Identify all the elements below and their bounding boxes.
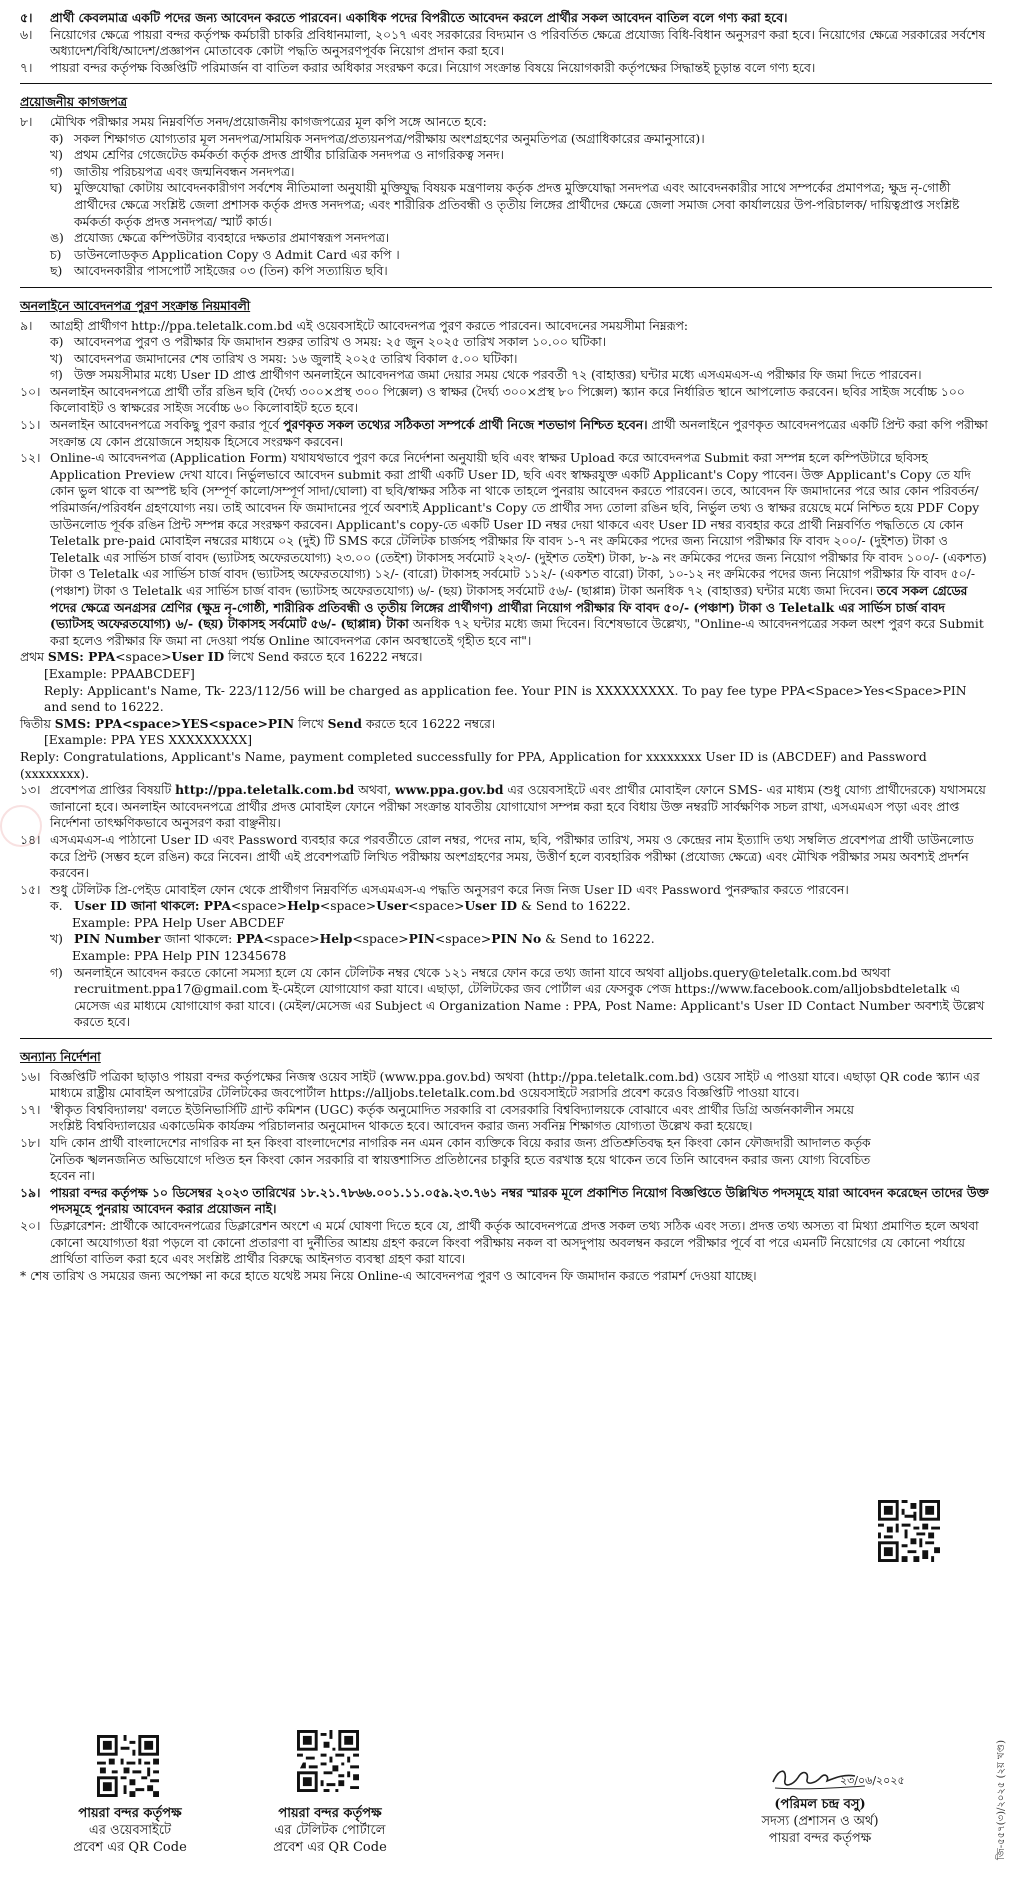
online-heading: অনলাইনে আবেদনপত্র পুরণ সংক্রান্ত নিয়মাবলী <box>20 297 251 313</box>
teletalk-portal-qr-code <box>297 1730 359 1796</box>
divider <box>20 1038 992 1039</box>
point-15: ১৫। শুধু টেলিটক প্রি-পেইড মোবাইল ফোন থেকে প্রার্থীগণ নিম্নবর্ণিত এসএমএস-এ পদ্ধতি অনুসরণ করে নিজ নিজ User ID এবং Password পুনরুদ্ধার করতে পারবেন। <box>20 882 849 897</box>
sms-reply-2: Reply: Congratulations, Applicant's Name, payment completed successfully for PPA, Application for xxxxxxxx User ID is (ABCDEF) and Password (xxxxxxxx). <box>20 749 927 781</box>
point-6: ৬। নিয়োগের ক্ষেত্রে পায়রা বন্দর কর্তৃপক্ষ কর্মচারী চাকরি প্রবিধানমালা, ২০১৭ এবং সরকারের বিদ্যমান ও পরিবর্তিত ক্ষেত্রে প্রযোজ্য বিধি-বিধান অনুসরণ করা হবে। নিয়োগের ক্ষেত্রে সরকারের সর্বশেষ অধ্যাদেশ/বিধি/আদেশ/প্রজ্ঞাপন মোতাবেক কোটা পদ্ধতি অনুসরণপূর্বক নিয়োগ প্রদান করা হবে। <box>20 27 986 59</box>
document-item: ক) সকল শিক্ষাগত যোগ্যতার মূল সনদপত্র/সাময়িক সনদপত্র/প্রত্যয়নপত্র/পরীক্ষায় অংশগ্রহণের অনুমতিপত্র (অগ্রাধিকারের ক্রমানুসারে)। <box>50 131 705 146</box>
point-10: ১০। অনলাইন আবেদনপত্রে প্রার্থী তাঁর রঙিন ছবি (দৈর্ঘ্য ৩০০×প্রস্থ ৩০০ পিক্সেল) ও স্বাক্ষর (দৈর্ঘ্য ৩০০×প্রস্থ ৮০ পিক্সেল) স্ক্যান করে নির্ধারিত স্থানে আপলোড করবেন। ছবির সাইজ সর্বোচ্চ ১০০ কিলোবাইট ও স্বাক্ষরের সাইজ সর্বোচ্চ ৬০ কিলোবাইট হতে হবে। <box>20 384 965 416</box>
point-19: ১৯। পায়রা বন্দর কর্তৃপক্ষ ১০ ডিসেম্বর ২০২৩ তারিখের ১৮.২১.৭৮৬৬.০০১.১১.০৫৯.২৩.৭৬১ নম্বর স্মারক মূলে প্রকাশিত নিয়োগ বিজ্ঞপ্তিতে উল্লিখিত পদসমূহে যারা আবেদন করেছেন তাদের উক্ত পদসমূহে পুনরায় আবেদন করার প্রয়োজন নাই। <box>20 1184 989 1217</box>
recovery-pin: খ) PIN Number জানা থাকলে: PPA<space>Help<space>PIN<space>PIN No & Send to 16222. <box>50 931 655 947</box>
point-9: ৯। আগ্রহী প্রার্থীগণ http://ppa.teletalk.com.bd এই ওয়েবসাইটে আবেদনপত্র পুরণ করতে পারবেন। আবেদনের সময়সীমা নিম্নরূপ: <box>20 318 689 333</box>
signatory-organization: পায়রা বন্দর কর্তৃপক্ষ <box>768 1831 872 1846</box>
point-5: ৫। প্রার্থী কেবলমাত্র একটি পদের জন্য আবেদন করতে পারবেন। একাধিক পদের বিপরীতে আবেদন করলে প্রার্থীর সকল আবেদন বাতিল বলে গণ্য করা হবে। <box>20 10 788 25</box>
point-8: ৮। মৌখিক পরীক্ষার সময় নিম্নবর্ণিত সনদ/প্রয়োজনীয় কাগজপত্রের মূল কপি সঙ্গে আনতে হবে: <box>20 114 487 129</box>
document-item: ঘ) মুক্তিযোদ্ধা কোটায় আবেদনকারীগণ সর্বশেষ নীতিমালা অনুযায়ী মুক্তিযুদ্ধ বিষয়ক মন্ত্রণালয় কর্তৃক প্রদত্ত মুক্তিযোদ্ধা সনদপত্র এবং আবেদনকারীর সাথে সম্পর্কের প্রমাণপত্র; ক্ষুদ্র নৃ-গোষ্ঠী প্রার্থীদের ক্ষেত্রে সংশ্লিষ্ট জেলা প্রশাসক কর্তৃক প্রদত্ত সনদপত্র; এবং শারীরিক প্রতিবন্ধী ও তৃতীয় লিঙ্গের প্রার্থীদের ক্ষেত্রে জেলা সমাজ সেবা কার্যালয়ের উপ-পরিচালক/ দায়িত্বপ্রাপ্ত সংশ্লিষ্ট কর্মকর্তা কর্তৃক প্রদত্ত সনদপত্র/ স্মার্ট কার্ড। <box>50 181 960 229</box>
help-contact: গ) অনলাইনে আবেদন করতে কোনো সমস্যা হলে যে কোন টেলিটক নম্বর থেকে ১২১ নম্বরে ফোন করে তথ্য জানা যাবে অথবা alljobs.query@teletalk.com.bd অথবা recruitment.ppa17@gmail.com ই-মেইলে যোগাযোগ করা যাবে। এছাড়া, টেলিটকের জব পোর্টাল এর ফেসবুক পেজ https://www.facebook.com/alljobsbdteletalk এ মেসেজ এর মাধ্যমে যোগাযোগ করা যাবে। (মেইল/মেসেজ এর Subject এ Organization Name : PPA, Post Name: Applicant's User ID Contact Number অবশ্যই উল্লেখ করতে হবে। <box>50 965 985 1030</box>
point-13: ১৩। প্রবেশপত্র প্রাপ্তির বিষয়টি http://ppa.teletalk.com.bd অথবা, www.ppa.gov.bd এর ওয়েবসাইটে এবং প্রার্থীর মোবাইল ফোনে SMS- এর মাধ্যম (শুধু যোগ্য প্রার্থীদেরকে) যথাসময়ে জানানো হবে। অনলাইন আবেদনপত্রে প্রার্থীর প্রদত্ত মোবাইল ফোনে পরীক্ষা সংক্রান্ত যাবতীয় যোগাযোগ সম্পন্ন করা হবে বিধায় উক্ত নম্বরটি সার্বক্ষণিক সচল রাখা, এসএমএস পড়া এবং প্রাপ্ত নির্দেশনা তাৎক্ষণিকভাবে অনুসরণ করা বাঞ্ছনীয়। <box>20 782 986 831</box>
advisory-note: * শেষ তারিখ ও সময়ের জন্য অপেক্ষা না করে হাতে যথেষ্ট সময় নিয়ে Online-এ আবেদনপত্র পুরণ ও আবেদন ফি জমাদান করতে পরামর্শ দেওয়া যাচ্ছে। <box>20 1268 757 1283</box>
point-12: ১২। Online-এ আবেদনপত্র (Application Form) যথাযথভাবে পুরণ করে নির্দেশনা অনুযায়ী ছবি এবং স্বাক্ষর Upload করে আবেদনপত্র Submit করা সম্পন্ন হলে কম্পিউটারে ছবিসহ Application Preview দেখা যাবে। নির্ভুলভাবে আবেদন submit করা প্রার্থী একটি User ID, ছবি এবং স্বাক্ষরযুক্ত একটি Applicant's Copy পাবেন। উক্ত Applicant's Copy তে যদি কোন ভুল থাকে বা অস্পষ্ট ছবি (সম্পূর্ণ কালো/সম্পূর্ণ সাদা/ঘোলা) বা ছবি/স্বাক্ষর সঠিক না থাকে তাহলে পুনরায় আবেদন করতে পারবেন। তবে, আবেদন ফি জমাদানের পরে আর কোন পরিবর্তন/পরিমার্জন/পরিবর্ধন গ্রহণযোগ্য নয়। তাই আবেদন ফি জমাদানের পূর্বে অবশ্যই Applicant's Copy তে প্রার্থীর সদ্য তোলা রঙিন ছবি, নির্ভুল তথ্য ও স্বাক্ষর রয়েছে মর্মে নিশ্চিত হয়ে PDF Copy ডাউনলোড পূর্বক রঙিন প্রিন্ট সম্পন্ন করে সংরক্ষণ করবেন। Applicant's copy-তে একটি User ID নম্বর দেয়া থাকবে এবং User ID নম্বর ব্যবহার করে প্রার্থী নিম্নবর্ণিত পদ্ধতিতে যে কোন Teletalk pre-paid মোবাইল নম্বরের মাধ্যমে ০২ (দুই) টি SMS করে টেলিটক চার্জসহ পরীক্ষার ফি বাবদ ১-৭ নং ক্রমিকের পদের জন্য নিয়োগ পরীক্ষার ফি বাবদ ২০০/- (দুইশত) টাকা ও Teletalk এর সার্ভিস চার্জ বাবদ (ভ্যাটসহ অফেরতযোগ্য) ২৩.০০ (তেইশ) টাকাসহ সর্বমোট ২২৩/- (দুইশত তেইশ) টাকা, ৮-৯ নং ক্রমিকের পদের জন্য নিয়োগ পরীক্ষার ফি বাবদ ১০০/- (একশত) টাকা ও Teletalk এর সার্ভিস চার্জ বাবদ (ভ্যাটসহ অফেরতযোগ্য) ১২/- (বারো) টাকাসহ সর্বমোট ১১২/- (একশত বারো) টাকা, ১০-১২ নং ক্রমিকের পদের জন্য নিয়োগ পরীক্ষার ফি বাবদ ৫০/- (পঞ্চাশ) টাকা ও Teletalk এর সার্ভিস চার্জ বাবদ (ভ্যাটসহ অফেরতযোগ্য) ৬/- (ছয়) টাকাসহ সর্বমোট ৫৬/- (ছাপ্পান্ন) টাকা অনধিক ৭২ (বাহাত্তর) ঘন্টার মধ্যে জমা দিবেন। তবে সকল গ্রেডের পদের ক্ষেত্রে অনগ্রসর শ্রেণির (ক্ষুদ্র নৃ-গোষ্ঠী, শারীরিক প্রতিবন্ধী ও তৃতীয় লিঙ্গের প্রার্থীগণ) প্রার্থীরা নিয়োগ পরীক্ষার ফি বাবদ ৫০/- (পঞ্চাশ) টাকা ও Teletalk এর সার্ভিস চার্জ বাবদ (ভ্যাটসহ অফেরতযোগ্য) ৬/- (ছয়) টাকাসহ সর্বমোট ৫৬/- (ছাপ্পান্ন) টাকা অনধিক ৭২ ঘন্টার মধ্যে জমা দিবেন। বিশেষভাবে উল্লেখ্য, "Online-এ আবেদনপত্রের সকল অংশ পুরণ করে Submit করা হলেও পরীক্ষার ফি জমা না দেওয়া পর্যন্ত Online আবেদনপত্র কোন অবস্থাতেই গৃহীত হবে না"। <box>20 451 987 648</box>
recovery-example-2: Example: PPA Help PIN 12345678 <box>72 949 287 964</box>
recovery-user-id: ক. User ID জানা থাকলে: PPA<space>Help<space>User<space>User ID & Send to 16222. <box>50 898 631 914</box>
point-7: ৭। পায়রা বন্দর কর্তৃপক্ষ বিজ্ঞপ্তিটি পরিমার্জন বা বাতিল করার অধিকার সংরক্ষণ করে। নিয়োগ সংক্রান্ত বিষয়ে নিয়োগকারী কর্তৃপক্ষের সিদ্ধান্তই চূড়ান্ত বলে গণ্য হবে। <box>20 60 816 75</box>
schedule-item: ক) আবেদনপত্র পুরণ ও পরীক্ষার ফি জমাদান শুরুর তারিখ ও সময়: ২৫ জুন ২০২৫ তারিখ সকাল ১০.০০ ঘটিকা। <box>50 335 607 350</box>
document-item: ছ) আবেদনকারীর পাসপোর্ট সাইজের ০৩ (তিন) কপি সত্যায়িত ছবি। <box>50 264 388 279</box>
point-20: ২০। ডিক্লারেশন: প্রার্থীকে আবেদনপত্রের ডিক্লারেশন অংশে এ মর্মে ঘোষণা দিতে হবে যে, প্রার্থী কর্তৃক আবেদনপত্রে প্রদত্ত সকল তথ্য সঠিক এবং সত্য। প্রদত্ত তথ্য অসত্য বা মিথ্যা প্রমাণিত হলে অথবা কোনো অযোগ্যতা ধরা পড়লে বা কোনো প্রতারণা বা দুর্নীতির আশ্রয় গ্রহণ করলে কিংবা পরীক্ষায় নকল বা অসদুপায় অবলম্বন করলে পরীক্ষার পূর্বে বা পরে এমনটি নিয়োগের যে কোনো পর্যায়ে প্রার্থিতা বাতিল করা হবে এবং সংশ্লিষ্ট প্রার্থীর বিরুদ্ধে আইনগত ব্যবস্থা গ্রহণ করা যাবে। <box>20 1218 979 1267</box>
point-16: ১৬। বিজ্ঞপ্তিটি পত্রিকা ছাড়াও পায়রা বন্দর কর্তৃপক্ষের নিজস্ব ওয়েব সাইট (www.ppa.gov.bd) অথবা (http://ppa.teletalk.com.bd) ওয়েব সাইট এ পাওয়া যাবে। এছাড়া QR code স্ক্যান এর মাধ্যমে রাষ্ট্রীয় মোবাইল অপারেটর টেলিটকের জবপোর্টাল https://alljobs.teletalk.com.bd ওয়েবসাইটে সরাসরি প্রবেশ করেও বিজ্ঞপ্তিটি পাওয়া যাবে। <box>20 1069 980 1101</box>
sms-reply-1: Reply: Applicant's Name, Tk- 223/112/56 will be charged as application fee. Your PIN is XXXXXXXXX. To pay fee type PPA<Space>Yes<Space>PIN and send to 16222. <box>44 683 967 715</box>
second-sms-line: দ্বিতীয় SMS: PPA<space>YES<space>PIN লিখে Send করতে হবে 16222 নম্বরে। <box>20 715 496 731</box>
schedule-item: গ) উক্ত সময়সীমার মধ্যে User ID প্রাপ্ত প্রার্থীগণ অনলাইনে আবেদনপত্র জমা দেয়ার সময় থেকে পরবর্তী ৭২ (বাহাত্তর) ঘন্টার মধ্যে এসএমএস-এ পরীক্ষার ফি জমা দিতে পারবেন। <box>50 368 922 383</box>
qr-code-graphic <box>97 1735 159 1797</box>
sms-example-1: [Example: PPAABCDEF] <box>44 666 195 681</box>
signatory-designation: সদস্য (প্রশাসন ও অর্থ) <box>761 1814 879 1829</box>
divider <box>20 83 992 84</box>
first-sms-line: প্রথম SMS: PPA<space>User ID লিখে Send করতে হবে 16222 নম্বরে। <box>20 649 423 665</box>
divider <box>20 287 992 288</box>
signatory-name: (পরিমল চন্দ্র বসু) <box>774 1797 866 1812</box>
sms-example-2: [Example: PPA YES XXXXXXXXX] <box>44 733 253 748</box>
documents-heading: প্রয়োজনীয় কাগজপত্র <box>20 94 127 110</box>
ppa-website-qr-code <box>97 1735 159 1801</box>
side-reference: জি-৫৫৭(৩)/২০২৫ (২য় খণ্ড) <box>996 1740 1007 1860</box>
qr-code-graphic <box>878 1500 940 1562</box>
document-item: ঙ) প্রযোজ্য ক্ষেত্রে কম্পিউটার ব্যবহারে দক্ষতার প্রমাণস্বরূপ সনদপত্র। <box>50 231 390 246</box>
other-heading: অন্যান্য নির্দেশনা <box>20 1049 101 1065</box>
document-item: খ) প্রথম শ্রেণির গেজেটেড কর্মকর্তা কর্তৃক প্রদত্ত প্রার্থীর চারিত্রিক সনদপত্র ও নাগরিকত্ব সনদ। <box>50 148 504 163</box>
circular-content <box>20 10 992 1284</box>
document-item: গ) জাতীয় পরিচয়পত্র এবং জন্মনিবন্ধন সনদপত্র। <box>50 164 295 179</box>
point-11: ১১। অনলাইন আবেদনপত্রে সবকিছু পুরণ করার পূর্বে পুরণকৃত সকল তথ্যের সঠিকতা সম্পর্কে প্রার্থী নিজে শতভাগ নিশ্চিত হবেন। প্রার্থী অনলাইনে পুরণকৃত আবেদনপত্রের একটি প্রিন্ট করা কপি পরীক্ষা সংক্রান্ত যে কোন প্রয়োজনে সহায়ক হিসেবে সংরক্ষণ করবেন। <box>20 417 988 449</box>
point-18: ১৮। যদি কোন প্রার্থী বাংলাদেশের নাগরিক না হন কিংবা বাংলাদেশের নাগরিক নন এমন কোন ব্যক্তিকে বিয়ে করার জন্য প্রতিশ্রুতিবদ্ধ হন কিংবা কোন ফৌজদারী আদালত কর্তৃক নৈতিক স্খলনজনিত অভিযোগে দণ্ডিত হন কিংবা কোন সরকারি বা স্বায়ত্তশাসিত প্রতিষ্ঠানের চাকুরি হতে বরখাস্ত হয়ে থাকেন তবে তিনি আবেদন করার জন্য যোগ্য বিবেচিত হবেন না। <box>20 1136 871 1184</box>
point-17: ১৭। 'স্বীকৃত বিশ্ববিদ্যালয়' বলতে ইউনিভার্সিটি গ্রান্ট কমিশন (UGC) কর্তৃক অনুমোদিত সরকারি বা বেসরকারি বিশ্ববিদ্যালয়কে বোঝাবে এবং প্রার্থীর ডিগ্রি অর্জনকালীন সময়ে সংশ্লিষ্ট বিশ্ববিদ্যালয়ের একাডেমিক কার্যক্রম পরিচালনার অনুমোদন থাকতে হবে। আবেদন করার জন্য সর্বনিম্ন শিক্ষাগত যোগ্যতা উল্লেখ করা হয়েছে। <box>20 1102 854 1134</box>
schedule-item: খ) আবেদনপত্র জমাদানের শেষ তারিখ ও সময়: ১৬ জুলাই ২০২৫ তারিখ বিকাল ৫.০০ ঘটিকা। <box>50 351 518 366</box>
alljobs-qr-code <box>878 1500 940 1566</box>
recovery-example-1: Example: PPA Help User ABCDEF <box>72 915 285 930</box>
point-14: ১৪। এসএমএস-এ পাঠানো User ID এবং Password ব্যবহার করে পরবর্তীতে রোল নম্বর, পদের নাম, ছবি, পরীক্ষার তারিখ, সময় ও কেন্দ্রের নাম ইত্যাদি তথ্য সম্বলিত প্রবেশপত্র প্রার্থী ডাউনলোড করে প্রিন্ট (সম্ভব হলে রঙিন) করে নিবেন। প্রার্থী এই প্রবেশপত্রটি লিখিত পরীক্ষায় অংশগ্রহণের সময়, উত্তীর্ণ হলে ব্যবহারিক পরীক্ষা (প্রযোজ্য ক্ষেত্রে) এবং মৌখিক পরীক্ষার সময় অবশ্যই প্রদর্শন করবেন। <box>20 832 974 881</box>
signature-block <box>720 1760 920 1847</box>
qr-caption-website: পায়রা বন্দর কর্তৃপক্ষ এর ওয়েবসাইটে প্রবেশ এর QR Code <box>73 1806 187 1855</box>
qr-caption-portal: পায়রা বন্দর কর্তৃপক্ষ এর টেলিটক পোর্টালে প্রবেশ এর QR Code <box>273 1806 387 1855</box>
document-item: চ) ডাউনলোডকৃত Application Copy ও Admit Card এর কপি । <box>50 247 400 262</box>
signature-date: ২৩/০৬/২০২৫ <box>840 1774 905 1787</box>
qr-code-graphic <box>297 1730 359 1792</box>
